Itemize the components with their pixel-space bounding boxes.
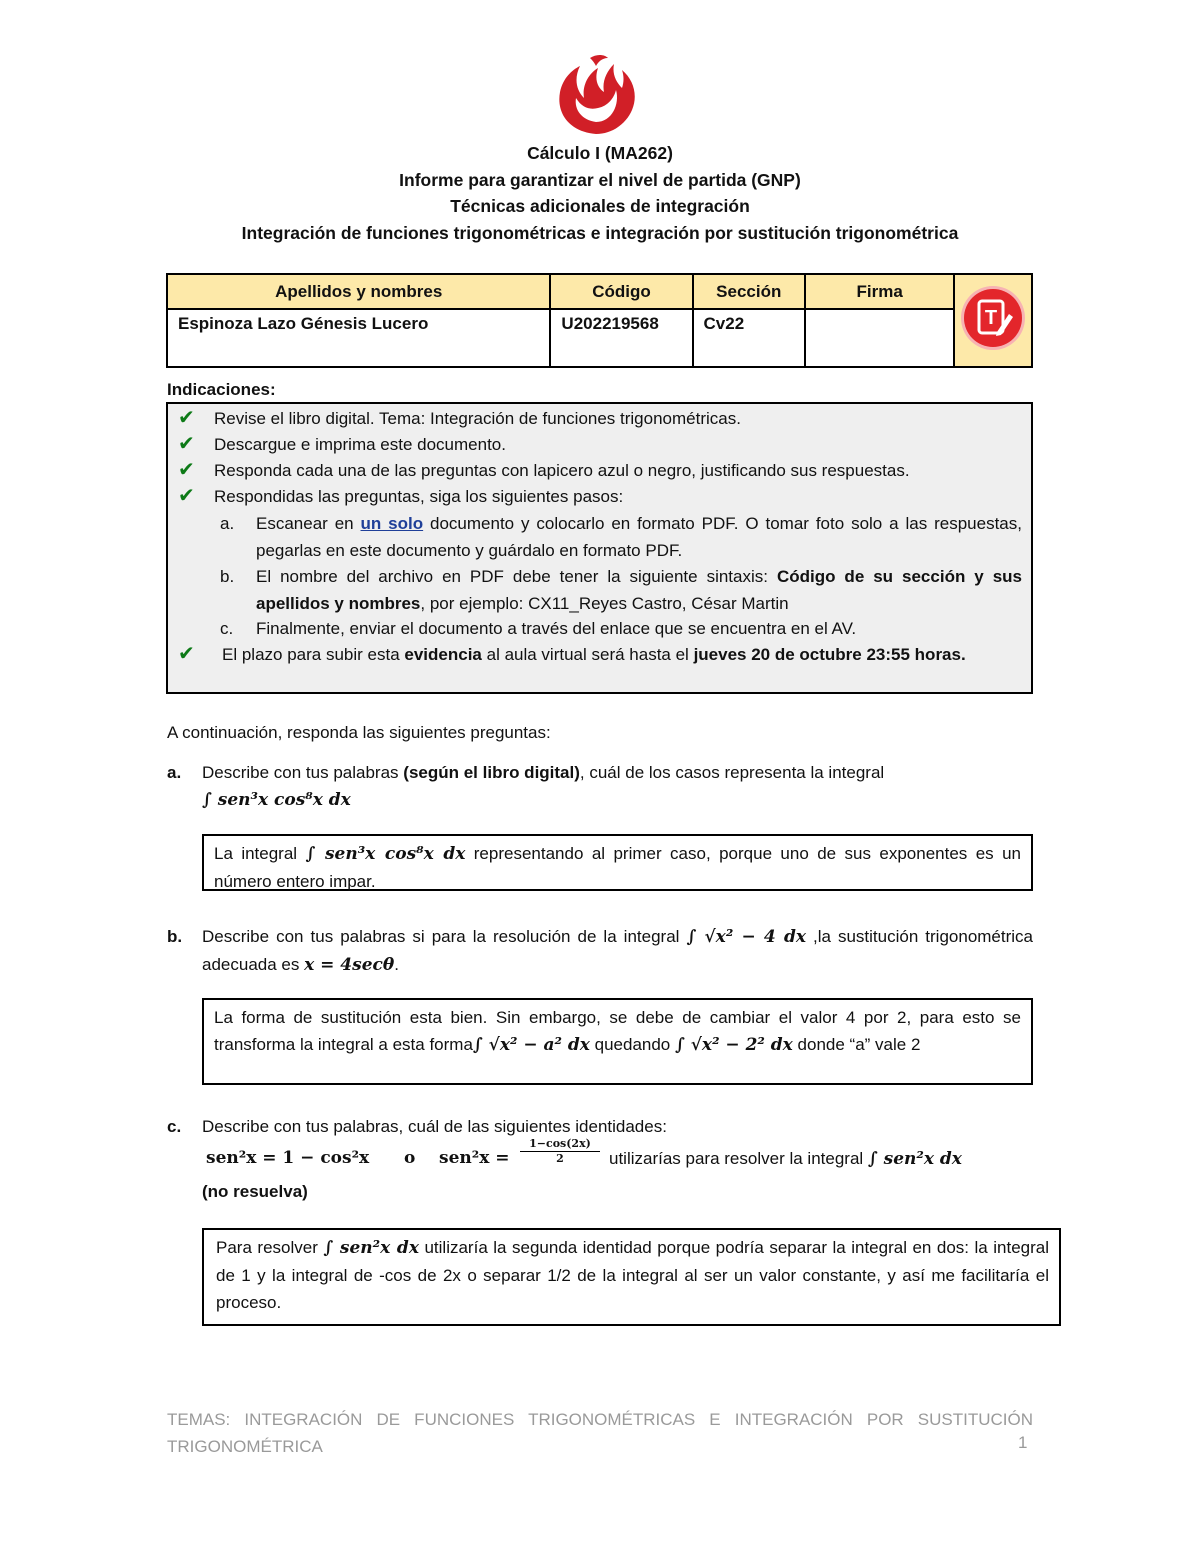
signature-field[interactable] [805, 309, 954, 367]
answer-a-integral: ∫ sen³x cos⁸x dx [305, 844, 466, 864]
sub-step-letter: b. [220, 567, 235, 586]
check-icon: ✔ [178, 433, 195, 455]
question-c-note: (no resuelva) [202, 1182, 308, 1201]
indications-box [166, 402, 1033, 694]
question-c-identities [202, 1137, 1042, 1185]
question-b-substitution: x = 4secθ [304, 955, 395, 975]
header-code: Código [550, 274, 692, 309]
table-header-row [167, 274, 1032, 309]
report-title: Informe para garantizar el nivel de partida (GNP) [399, 169, 801, 190]
answer-c-text: utilizaría la segunda identidad porque podría separar la integral en dos: la integral de 1 y la integral de -cos de 2x o separar 1/2 de la integral al ser un valor constante, y así me facilitaría el proceso. [216, 1238, 1050, 1312]
question-a-integral: ∫ sen³x cos⁸x dx [202, 790, 351, 810]
sub-step-b-bold: Código de su sección y sus apellidos y nombres [256, 567, 1022, 613]
svg-text:T: T [985, 307, 998, 329]
header-signature: Firma [805, 274, 954, 309]
indication-item: Responda cada una de las preguntas con lapicero azul o negro, justificando sus respuestas. [214, 461, 910, 480]
subtopic-title: Integración de funciones trigonométricas e integración por sustitución trigonométrica [241, 222, 959, 243]
answer-b-box [202, 998, 1033, 1085]
sub-step-letter: c. [220, 619, 234, 638]
answer-a-box [202, 834, 1033, 891]
check-icon: ✔ [178, 407, 195, 429]
topic-title: Técnicas adicionales de integración [450, 196, 750, 216]
document-titles [0, 140, 1200, 246]
indication-item: Respondidas las preguntas, siga los siguientes pasos: [214, 487, 624, 506]
upc-flame-logo [552, 52, 640, 136]
question-a-post: , cuál de los casos representa la integral [579, 763, 885, 782]
table-value-row [167, 309, 1032, 367]
question-b-pre: Describe con tus palabras si para la resolución de la integral [202, 927, 687, 946]
question-b-integral: ∫ √x² − 4 dx [686, 927, 806, 947]
answer-b-integral-general: ∫ √x² − a² dx [472, 1035, 590, 1055]
indication-item: Revise el libro digital. Tema: Integración de funciones trigonométricas. [214, 409, 741, 428]
sub-step-c: Finalmente, enviar el documento a través del enlace que se encuentra en el AV. [256, 619, 857, 638]
question-letter: b. [167, 927, 183, 946]
question-c-text: Describe con tus palabras, cuál de las siguientes identidades: [202, 1117, 667, 1136]
identity-2-fraction [520, 1137, 600, 1166]
deadline-text-mid: al aula virtual será hasta el [481, 645, 694, 664]
question-b-mid: ,la sustitución trigonométrica adecuada es [202, 927, 1034, 974]
header-section: Sección [693, 274, 805, 309]
sub-step-a-text-end: documento y colocarlo en formato PDF. O tomar foto solo a las respuestas, pegarlas en este documento y guárdalo en formato PDF. [256, 514, 1022, 560]
answer-a-pre: La integral [214, 844, 306, 863]
deadline-date: jueves 20 de octubre 23:55 horas. [693, 645, 966, 664]
question-a-text [202, 759, 1033, 814]
identity-1: sen²x = 1 − cos²x [206, 1148, 370, 1168]
identity-2-left: sen²x = [439, 1148, 510, 1168]
answer-c-pre: Para resolver [216, 1238, 324, 1257]
answer-c-integral: ∫ sen²x dx [323, 1238, 419, 1258]
sub-step-a [256, 511, 1022, 564]
question-letter: c. [167, 1117, 182, 1136]
deadline-text: El plazo para subir esta [222, 645, 405, 664]
sub-step-a-text: Escanear en [256, 514, 361, 533]
indication-item: Descargue e imprima este documento. [214, 435, 506, 454]
check-icon: ✔ [178, 459, 195, 481]
answer-b-text-end: donde “a” vale 2 [792, 1035, 921, 1054]
identity-use-integral: ∫ sen²x dx [867, 1149, 962, 1169]
answer-c-box [202, 1228, 1061, 1326]
answer-a-text: representando al primer caso, porque uno de sus exponentes es un número entero impar. [214, 844, 1021, 891]
un-solo-link[interactable]: un solo [360, 514, 424, 533]
indications-title: Indicaciones: [167, 380, 276, 399]
student-code: U202219568 [550, 309, 692, 367]
page-footer: TEMAS: INTEGRACIÓN DE FUNCIONES TRIGONOMÉTRICAS E INTEGRACIÓN POR SUSTITUCIÓN TRIGONOMÉTRICA [167, 1410, 1033, 1456]
deadline-evidence: evidencia [404, 645, 482, 664]
seal-cell [954, 274, 1032, 367]
student-section: Cv22 [693, 309, 805, 367]
questions-intro: A continuación, responda las siguientes preguntas: [167, 723, 551, 742]
deadline-item [222, 642, 1022, 669]
answer-b-text: La forma de sustitución esta bien. Sin embargo, se debe de cambiar el valor 4 por 2, para esto se transforma la integral a esta forma [214, 1008, 1021, 1054]
question-letter: a. [167, 763, 182, 782]
header-name: Apellidos y nombres [167, 274, 550, 309]
fraction-numerator: 1−cos(2x) [520, 1137, 600, 1152]
edit-document-icon [959, 284, 1027, 352]
identity-or: o [404, 1148, 416, 1168]
answer-b-text-mid: quedando [589, 1035, 675, 1054]
check-icon: ✔ [178, 643, 195, 665]
answer-b-integral-specific: ∫ √x² − 2² dx [675, 1035, 793, 1055]
fraction-denominator: 2 [556, 1152, 564, 1165]
page-number: 1 [1018, 1433, 1028, 1452]
student-name: Espinoza Lazo Génesis Lucero [167, 309, 550, 367]
sub-step-b [256, 564, 1022, 617]
identity-use [609, 1145, 962, 1173]
sub-step-b-text: El nombre del archivo en PDF debe tener la siguiente sintaxis: [256, 567, 777, 586]
sub-step-letter: a. [220, 514, 235, 533]
identity-use-text: utilizarías para resolver la integral [609, 1149, 868, 1168]
question-b-text [202, 923, 1033, 979]
question-a-pre: Describe con tus palabras [202, 763, 404, 782]
course-title: Cálculo I (MA262) [527, 143, 673, 163]
student-info-table [166, 273, 1033, 368]
sub-step-b-example: , por ejemplo: CX11_Reyes Castro, César Martin [420, 593, 789, 613]
question-a-bold: (según el libro digital) [403, 763, 580, 782]
check-icon: ✔ [178, 485, 195, 507]
question-b-post: . [394, 955, 399, 974]
